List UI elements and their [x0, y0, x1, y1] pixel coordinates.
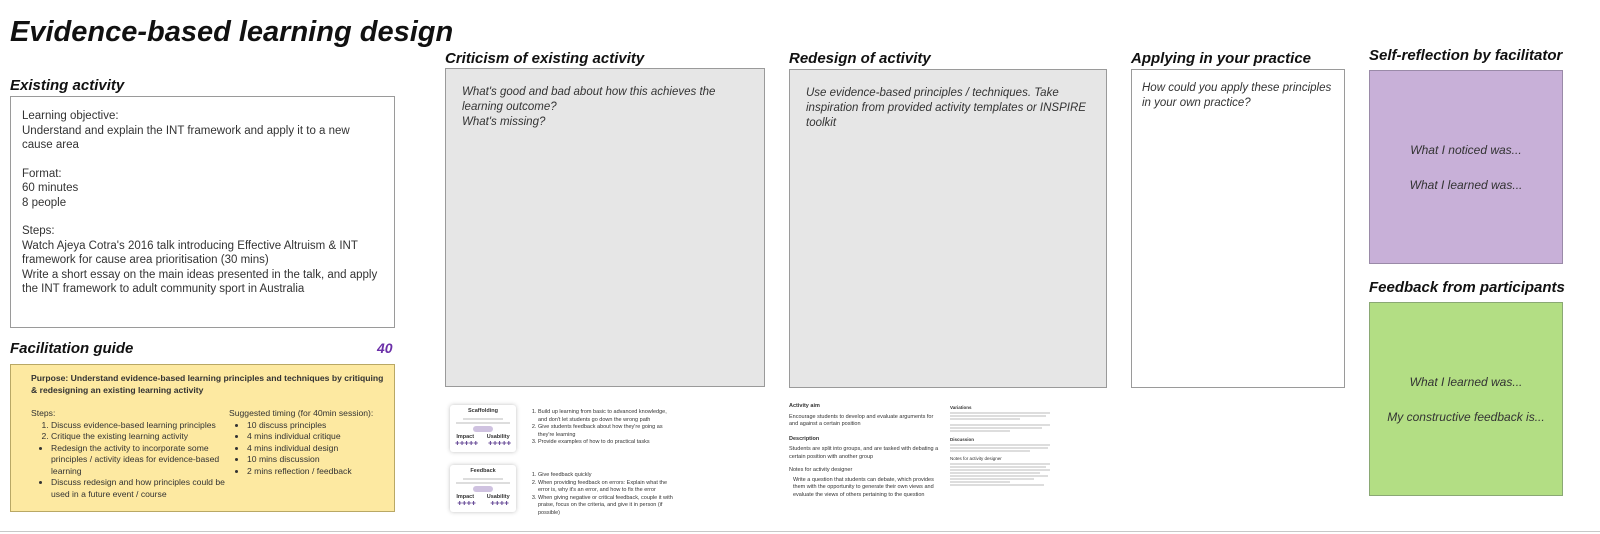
existing-line: Write a short essay on the main ideas presented in the talk, and apply the INT framework to adult community sport in Australia — [22, 268, 378, 295]
criticism-heading: Criticism of existing activity — [445, 50, 645, 67]
step-item: 1. Discuss evidence-based learning principles — [51, 420, 229, 432]
debate-template-doc-right — [950, 405, 1060, 487]
feedback-template-tag — [473, 486, 493, 492]
existing-line: Watch Ajeya Cotra's 2016 talk introducing Effective Altruism & INT framework for cause area prioritisation (30 mins) — [22, 239, 358, 266]
activity-aim-text: Encourage students to develop and evaluate arguments for and against a certain position — [789, 413, 934, 427]
impact-label: Impact — [456, 493, 475, 500]
redesign-prompt: Use evidence-based principles / techniques. Take inspiration from provided activity templates or INSPIRE toolkit — [806, 87, 1086, 129]
applying-panel[interactable] — [1131, 69, 1345, 388]
scaffolding-template-thumbnail[interactable] — [450, 405, 516, 452]
notes-text: Write a question that students can debate, which provides them with the opportunity to generate their own views and evaluate the views of others pertaining to the question — [793, 476, 934, 498]
existing-activity-heading: Existing activity — [10, 77, 125, 94]
facilitation-guide-heading: Facilitation guide — [10, 340, 134, 357]
timing-list — [229, 420, 384, 478]
criticism-panel[interactable] — [445, 68, 765, 387]
step-item: • Discuss redesign and how principles could be used in a future event / course — [51, 477, 229, 500]
impact-rating: ✚✚✚✚ — [457, 501, 476, 507]
existing-line: 8 people — [22, 196, 67, 209]
feedback-template-thumbnail[interactable] — [450, 465, 516, 512]
scaffolding-title: Scaffolding — [468, 408, 498, 414]
board-title: Evidence-based learning design — [10, 16, 454, 48]
impact-rating: ✚✚✚✚✚ — [454, 441, 479, 447]
self-reflection-sticky[interactable] — [1369, 70, 1563, 264]
feedback-line-1: What I learned was... — [1409, 375, 1523, 389]
usability-rating: ✚✚✚✚ — [490, 501, 509, 507]
scaffolding-tag — [473, 426, 493, 432]
description-label: Description — [789, 435, 820, 442]
feedback-heading: Feedback from participants — [1369, 279, 1565, 296]
feedback-point: 2. When providing feedback on errors: Explain what the error is, why it's an error, and how to fix the error — [538, 480, 673, 495]
impact-label: Impact — [456, 433, 475, 440]
usability-label: Usability — [486, 433, 510, 440]
self-reflection-line-1: What I noticed was... — [1410, 143, 1522, 157]
applying-heading: Applying in your practice — [1131, 50, 1312, 67]
feedback-template-title: Feedback — [470, 468, 496, 474]
usability-rating: ✚✚✚✚✚ — [487, 441, 512, 447]
steps-label: Steps: — [31, 408, 56, 418]
designer-notes-heading: Notes for activity designer — [950, 456, 1002, 461]
self-reflection-heading: Self-reflection by facilitator — [1369, 47, 1563, 64]
applying-prompt: How could you apply these principles in your own practice? — [1142, 82, 1332, 109]
step-item: 2. Critique the existing learning activity — [51, 431, 229, 443]
scaffolding-point: 3. Provide examples of how to do practical tasks — [538, 439, 673, 447]
description-text: Students are split into groups, and are tasked with debating a certain position with another group — [789, 446, 939, 460]
timing-item: • 4 mins individual critique — [247, 431, 384, 443]
timing-item: • 4 mins individual design — [247, 443, 384, 455]
discussion-heading: Discussion — [950, 437, 975, 442]
feedback-point: 1. Give feedback quickly — [538, 472, 673, 480]
feedback-sticky[interactable] — [1369, 302, 1563, 496]
existing-line: Learning objective: — [22, 110, 119, 122]
feedback-point: 3. When giving negative or critical feedback, couple it with praise, focus on the criteria, and give it in person (if possible) — [538, 495, 673, 518]
criticism-prompt-1: What's good and bad about how this achieves the learning outcome? — [462, 86, 716, 113]
notes-label: Notes for activity designer — [789, 467, 853, 473]
feedback-line-2: My constructive feedback is... — [1387, 410, 1545, 424]
step-item: • Redesign the activity to incorporate some principles / activity ideas for evidence-based learning — [51, 443, 229, 478]
existing-activity-panel[interactable] — [10, 96, 395, 328]
canvas-bottom-edge — [0, 531, 1600, 532]
existing-line: Understand and explain the INT framework and apply it to a new cause area — [22, 124, 350, 151]
scaffolding-point: 2. Give students feedback about how they're going as they're learning — [538, 424, 673, 439]
facilitation-guide-sticky[interactable] — [10, 364, 395, 512]
debate-template-doc[interactable] — [789, 403, 939, 499]
timing-item: • 10 discuss principles — [247, 420, 384, 432]
scaffolding-point: 1. Build up learning from basic to advanced knowledge, and don't let students go down the wrong path — [538, 409, 673, 424]
criticism-prompt-2: What's missing? — [462, 116, 546, 128]
timing-label: Suggested timing (for 40min session): — [229, 408, 374, 418]
variations-heading: Variations — [950, 405, 972, 410]
existing-line: Format: — [22, 167, 62, 180]
usability-label: Usability — [486, 493, 510, 500]
timing-item: • 10 mins discussion — [247, 454, 384, 466]
activity-aim-label: Activity aim — [789, 403, 820, 409]
facilitation-purpose: Purpose: Understand evidence-based learning principles and techniques by critiquing & redesigning an existing learning activity — [31, 373, 384, 395]
steps-list — [31, 420, 229, 501]
redesign-heading: Redesign of activity — [789, 50, 931, 67]
redesign-panel[interactable] — [789, 69, 1107, 388]
existing-line: 60 minutes — [22, 182, 79, 194]
feedback-points — [528, 472, 673, 517]
scaffolding-points — [528, 409, 673, 447]
existing-line: Steps: — [22, 225, 55, 237]
facilitation-count-badge: 40 — [377, 340, 393, 356]
timing-item: • 2 mins reflection / feedback — [247, 466, 384, 478]
self-reflection-line-2: What I learned was... — [1409, 178, 1523, 192]
existing-activity-text — [22, 109, 383, 297]
